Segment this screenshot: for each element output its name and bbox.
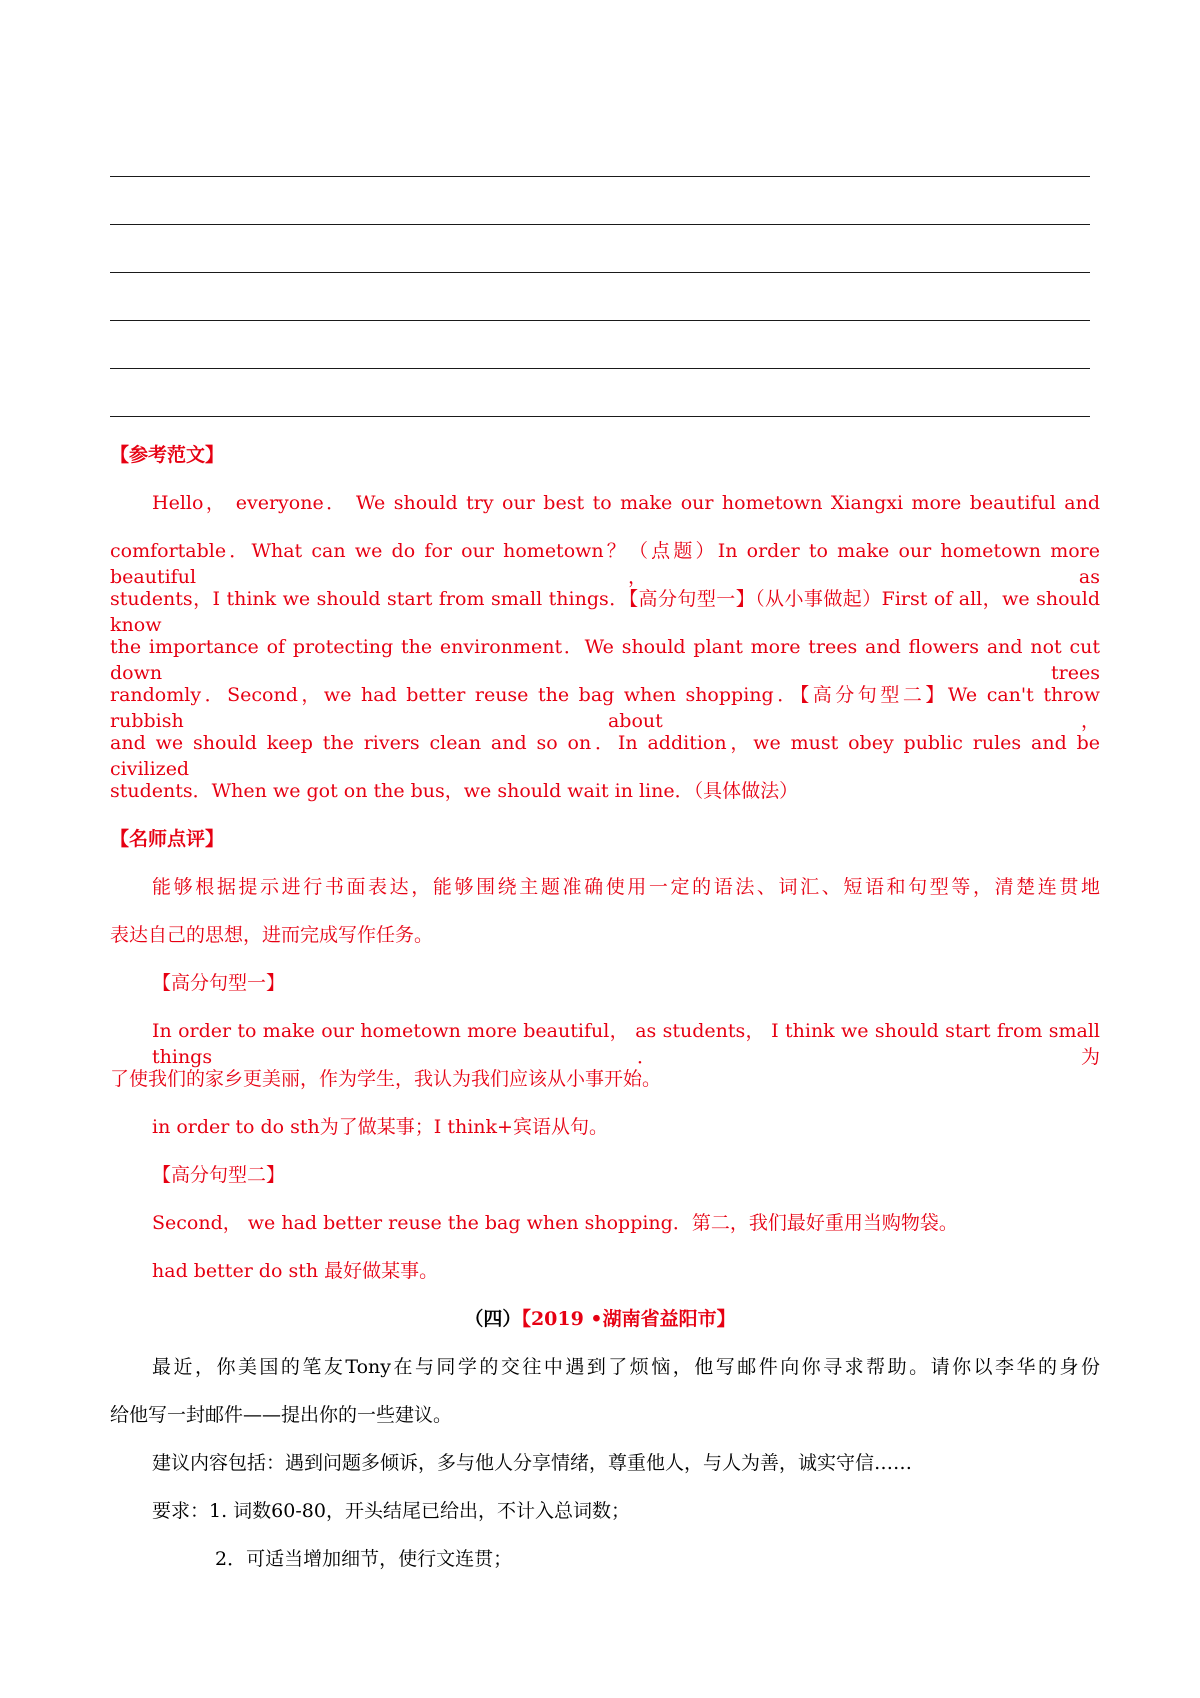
- sample-heading: 【参考范文】: [110, 444, 225, 466]
- sample-line: students，I think we should start from small things．【高分句型一】（从小事做起）First of all，we should know: [110, 588, 1100, 636]
- task-prompt: 给他写一封邮件——提出你的一些建议。: [110, 1404, 453, 1426]
- answer-line: [110, 272, 1090, 273]
- pattern2-label: 【高分句型二】: [152, 1164, 286, 1186]
- sample-line: and we should keep the rivers clean and so on．In addition，we must obey public rules and be civilized: [110, 732, 1100, 780]
- review-paragraph: 表达自己的思想，进而完成写作任务。: [110, 924, 434, 946]
- task-number: （四）: [464, 1308, 522, 1330]
- sample-line: students．When we got on the bus，we should wait in line．（具体做法）: [110, 780, 799, 802]
- task-requirement: 2．可适当增加细节，使行文连贯；: [215, 1548, 513, 1570]
- answer-line: [110, 224, 1090, 225]
- review-heading: 【名师点评】: [110, 828, 225, 850]
- task-requirement: 要求：1. 词数60-80，开头结尾已给出，不计入总词数；: [152, 1500, 630, 1522]
- pattern2-sentence: Second， we had better reuse the bag when shopping．第二，我们最好重用当购物袋。: [152, 1212, 958, 1234]
- pattern1-sentence: 了使我们的家乡更美丽，作为学生，我认为我们应该从小事开始。: [110, 1068, 662, 1090]
- sample-line: randomly．Second，we had better reuse the bag when shopping．【高分句型二】We can't throw rubbish about，: [110, 684, 1100, 732]
- sample-line: comfortable．What can we do for our hometown？（点题）In order to make our hometown more beautiful，as: [110, 540, 1100, 588]
- pattern1-label: 【高分句型一】: [152, 972, 286, 994]
- task-title: [110, 1306, 1090, 1332]
- task-suggestions: 建议内容包括：遇到问题多倾诉，多与他人分享情绪，尊重他人，与人为善，诚实守信……: [152, 1452, 913, 1474]
- pattern1-note: in order to do sth为了做某事；I think+宾语从句。: [152, 1116, 608, 1138]
- answer-line: [110, 416, 1090, 417]
- sample-line: Hello， everyone． We should try our best to make our hometown Xiangxi more beautiful and: [152, 492, 1100, 514]
- answer-line: [110, 368, 1090, 369]
- answer-line: [110, 176, 1090, 177]
- sample-line: the importance of protecting the environment．We should plant more trees and flowers and not cut down trees: [110, 636, 1100, 684]
- pattern1-sentence: In order to make our hometown more beautiful， as students， I think we should start from small things．为: [152, 1020, 1100, 1068]
- task-prompt: 最近，你美国的笔友Tony在与同学的交往中遇到了烦恼，他写邮件向你寻求帮助。请你以李华的身份: [152, 1356, 1100, 1378]
- review-paragraph: 能够根据提示进行书面表达，能够围绕主题准确使用一定的语法、词汇、短语和句型等，清楚连贯地: [152, 876, 1100, 898]
- task-source: 【2019 •湖南省益阳市】: [521, 1308, 736, 1330]
- answer-line: [110, 320, 1090, 321]
- pattern2-note: had better do sth 最好做某事。: [152, 1260, 439, 1282]
